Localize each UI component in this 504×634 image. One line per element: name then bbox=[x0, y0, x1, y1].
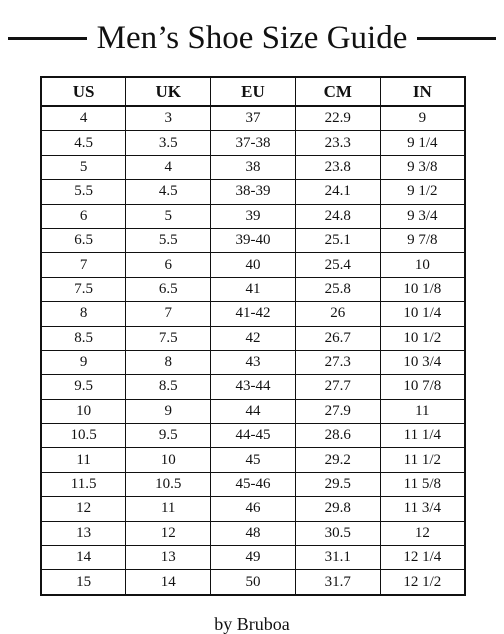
table-row bbox=[41, 424, 465, 448]
table-body bbox=[41, 106, 465, 595]
cell-in: 9 7/8 bbox=[380, 228, 465, 252]
cell-cm: 27.7 bbox=[295, 375, 380, 399]
cell-uk: 10.5 bbox=[126, 472, 211, 496]
cell-us: 9.5 bbox=[41, 375, 126, 399]
cell-cm: 25.4 bbox=[295, 253, 380, 277]
cell-uk: 3.5 bbox=[126, 131, 211, 155]
table-row bbox=[41, 521, 465, 545]
cell-us: 9 bbox=[41, 350, 126, 374]
cell-us: 4.5 bbox=[41, 131, 126, 155]
cell-in: 11 5/8 bbox=[380, 472, 465, 496]
cell-in: 11 3/4 bbox=[380, 497, 465, 521]
cell-uk: 10 bbox=[126, 448, 211, 472]
cell-cm: 27.3 bbox=[295, 350, 380, 374]
footer-credit: by Bruboa bbox=[214, 614, 290, 634]
cell-eu: 42 bbox=[211, 326, 296, 350]
cell-uk: 5.5 bbox=[126, 228, 211, 252]
header-cm: CM bbox=[295, 77, 380, 106]
cell-us: 5.5 bbox=[41, 180, 126, 204]
cell-eu: 37-38 bbox=[211, 131, 296, 155]
cell-uk: 5 bbox=[126, 204, 211, 228]
cell-us: 12 bbox=[41, 497, 126, 521]
cell-eu: 41 bbox=[211, 277, 296, 301]
cell-in: 10 bbox=[380, 253, 465, 277]
cell-us: 7.5 bbox=[41, 277, 126, 301]
cell-in: 10 3/4 bbox=[380, 350, 465, 374]
cell-cm: 25.8 bbox=[295, 277, 380, 301]
cell-uk: 7.5 bbox=[126, 326, 211, 350]
cell-eu: 39-40 bbox=[211, 228, 296, 252]
table-row bbox=[41, 570, 465, 595]
cell-cm: 25.1 bbox=[295, 228, 380, 252]
cell-eu: 48 bbox=[211, 521, 296, 545]
cell-eu: 41-42 bbox=[211, 302, 296, 326]
cell-in: 11 1/2 bbox=[380, 448, 465, 472]
cell-cm: 28.6 bbox=[295, 424, 380, 448]
cell-cm: 31.1 bbox=[295, 546, 380, 570]
title-row bbox=[0, 14, 504, 62]
table-row bbox=[41, 326, 465, 350]
table-row bbox=[41, 106, 465, 131]
cell-uk: 8.5 bbox=[126, 375, 211, 399]
table-row bbox=[41, 497, 465, 521]
cell-cm: 23.8 bbox=[295, 155, 380, 179]
cell-eu: 39 bbox=[211, 204, 296, 228]
cell-cm: 29.2 bbox=[295, 448, 380, 472]
cell-in: 9 3/4 bbox=[380, 204, 465, 228]
cell-cm: 27.9 bbox=[295, 399, 380, 423]
table-row bbox=[41, 375, 465, 399]
cell-eu: 46 bbox=[211, 497, 296, 521]
cell-uk: 6.5 bbox=[126, 277, 211, 301]
cell-us: 11 bbox=[41, 448, 126, 472]
cell-in: 11 bbox=[380, 399, 465, 423]
cell-eu: 38-39 bbox=[211, 180, 296, 204]
table-row bbox=[41, 131, 465, 155]
cell-in: 10 7/8 bbox=[380, 375, 465, 399]
cell-eu: 44 bbox=[211, 399, 296, 423]
cell-in: 9 1/2 bbox=[380, 180, 465, 204]
cell-in: 12 1/2 bbox=[380, 570, 465, 595]
cell-in: 9 bbox=[380, 106, 465, 131]
cell-uk: 12 bbox=[126, 521, 211, 545]
table-row bbox=[41, 277, 465, 301]
cell-us: 10.5 bbox=[41, 424, 126, 448]
cell-eu: 45 bbox=[211, 448, 296, 472]
cell-uk: 4 bbox=[126, 155, 211, 179]
title-rule-right bbox=[417, 37, 496, 40]
size-table bbox=[40, 76, 466, 596]
cell-uk: 13 bbox=[126, 546, 211, 570]
cell-in: 9 1/4 bbox=[380, 131, 465, 155]
cell-uk: 3 bbox=[126, 106, 211, 131]
cell-cm: 22.9 bbox=[295, 106, 380, 131]
table-row bbox=[41, 302, 465, 326]
header-eu: EU bbox=[211, 77, 296, 106]
table-row bbox=[41, 155, 465, 179]
cell-uk: 8 bbox=[126, 350, 211, 374]
cell-us: 11.5 bbox=[41, 472, 126, 496]
cell-us: 7 bbox=[41, 253, 126, 277]
cell-us: 5 bbox=[41, 155, 126, 179]
cell-us: 6.5 bbox=[41, 228, 126, 252]
cell-us: 10 bbox=[41, 399, 126, 423]
table-row bbox=[41, 204, 465, 228]
cell-uk: 7 bbox=[126, 302, 211, 326]
cell-us: 8.5 bbox=[41, 326, 126, 350]
header-us: US bbox=[41, 77, 126, 106]
cell-cm: 29.8 bbox=[295, 497, 380, 521]
cell-in: 10 1/8 bbox=[380, 277, 465, 301]
cell-uk: 6 bbox=[126, 253, 211, 277]
cell-cm: 31.7 bbox=[295, 570, 380, 595]
cell-eu: 40 bbox=[211, 253, 296, 277]
cell-uk: 11 bbox=[126, 497, 211, 521]
cell-us: 4 bbox=[41, 106, 126, 131]
table-row bbox=[41, 350, 465, 374]
cell-cm: 26.7 bbox=[295, 326, 380, 350]
cell-us: 14 bbox=[41, 546, 126, 570]
table-row bbox=[41, 546, 465, 570]
cell-us: 6 bbox=[41, 204, 126, 228]
table-row bbox=[41, 399, 465, 423]
table-row bbox=[41, 253, 465, 277]
cell-eu: 43-44 bbox=[211, 375, 296, 399]
table-row bbox=[41, 180, 465, 204]
cell-cm: 23.3 bbox=[295, 131, 380, 155]
cell-cm: 26 bbox=[295, 302, 380, 326]
cell-eu: 45-46 bbox=[211, 472, 296, 496]
title-rule-left bbox=[8, 37, 87, 40]
cell-eu: 49 bbox=[211, 546, 296, 570]
page-title: Men’s Shoe Size Guide bbox=[96, 19, 408, 56]
cell-cm: 29.5 bbox=[295, 472, 380, 496]
cell-uk: 9 bbox=[126, 399, 211, 423]
table-row bbox=[41, 472, 465, 496]
header-in: IN bbox=[380, 77, 465, 106]
cell-eu: 50 bbox=[211, 570, 296, 595]
cell-eu: 43 bbox=[211, 350, 296, 374]
cell-eu: 44-45 bbox=[211, 424, 296, 448]
table-row bbox=[41, 228, 465, 252]
cell-uk: 14 bbox=[126, 570, 211, 595]
header-uk: UK bbox=[126, 77, 211, 106]
cell-in: 12 bbox=[380, 521, 465, 545]
cell-cm: 30.5 bbox=[295, 521, 380, 545]
table-row bbox=[41, 448, 465, 472]
cell-eu: 37 bbox=[211, 106, 296, 131]
cell-cm: 24.1 bbox=[295, 180, 380, 204]
cell-in: 12 1/4 bbox=[380, 546, 465, 570]
cell-us: 13 bbox=[41, 521, 126, 545]
cell-uk: 9.5 bbox=[126, 424, 211, 448]
cell-uk: 4.5 bbox=[126, 180, 211, 204]
cell-eu: 38 bbox=[211, 155, 296, 179]
cell-us: 8 bbox=[41, 302, 126, 326]
cell-in: 10 1/2 bbox=[380, 326, 465, 350]
cell-cm: 24.8 bbox=[295, 204, 380, 228]
cell-in: 11 1/4 bbox=[380, 424, 465, 448]
cell-us: 15 bbox=[41, 570, 126, 595]
table-header-row bbox=[41, 77, 465, 106]
cell-in: 9 3/8 bbox=[380, 155, 465, 179]
cell-in: 10 1/4 bbox=[380, 302, 465, 326]
